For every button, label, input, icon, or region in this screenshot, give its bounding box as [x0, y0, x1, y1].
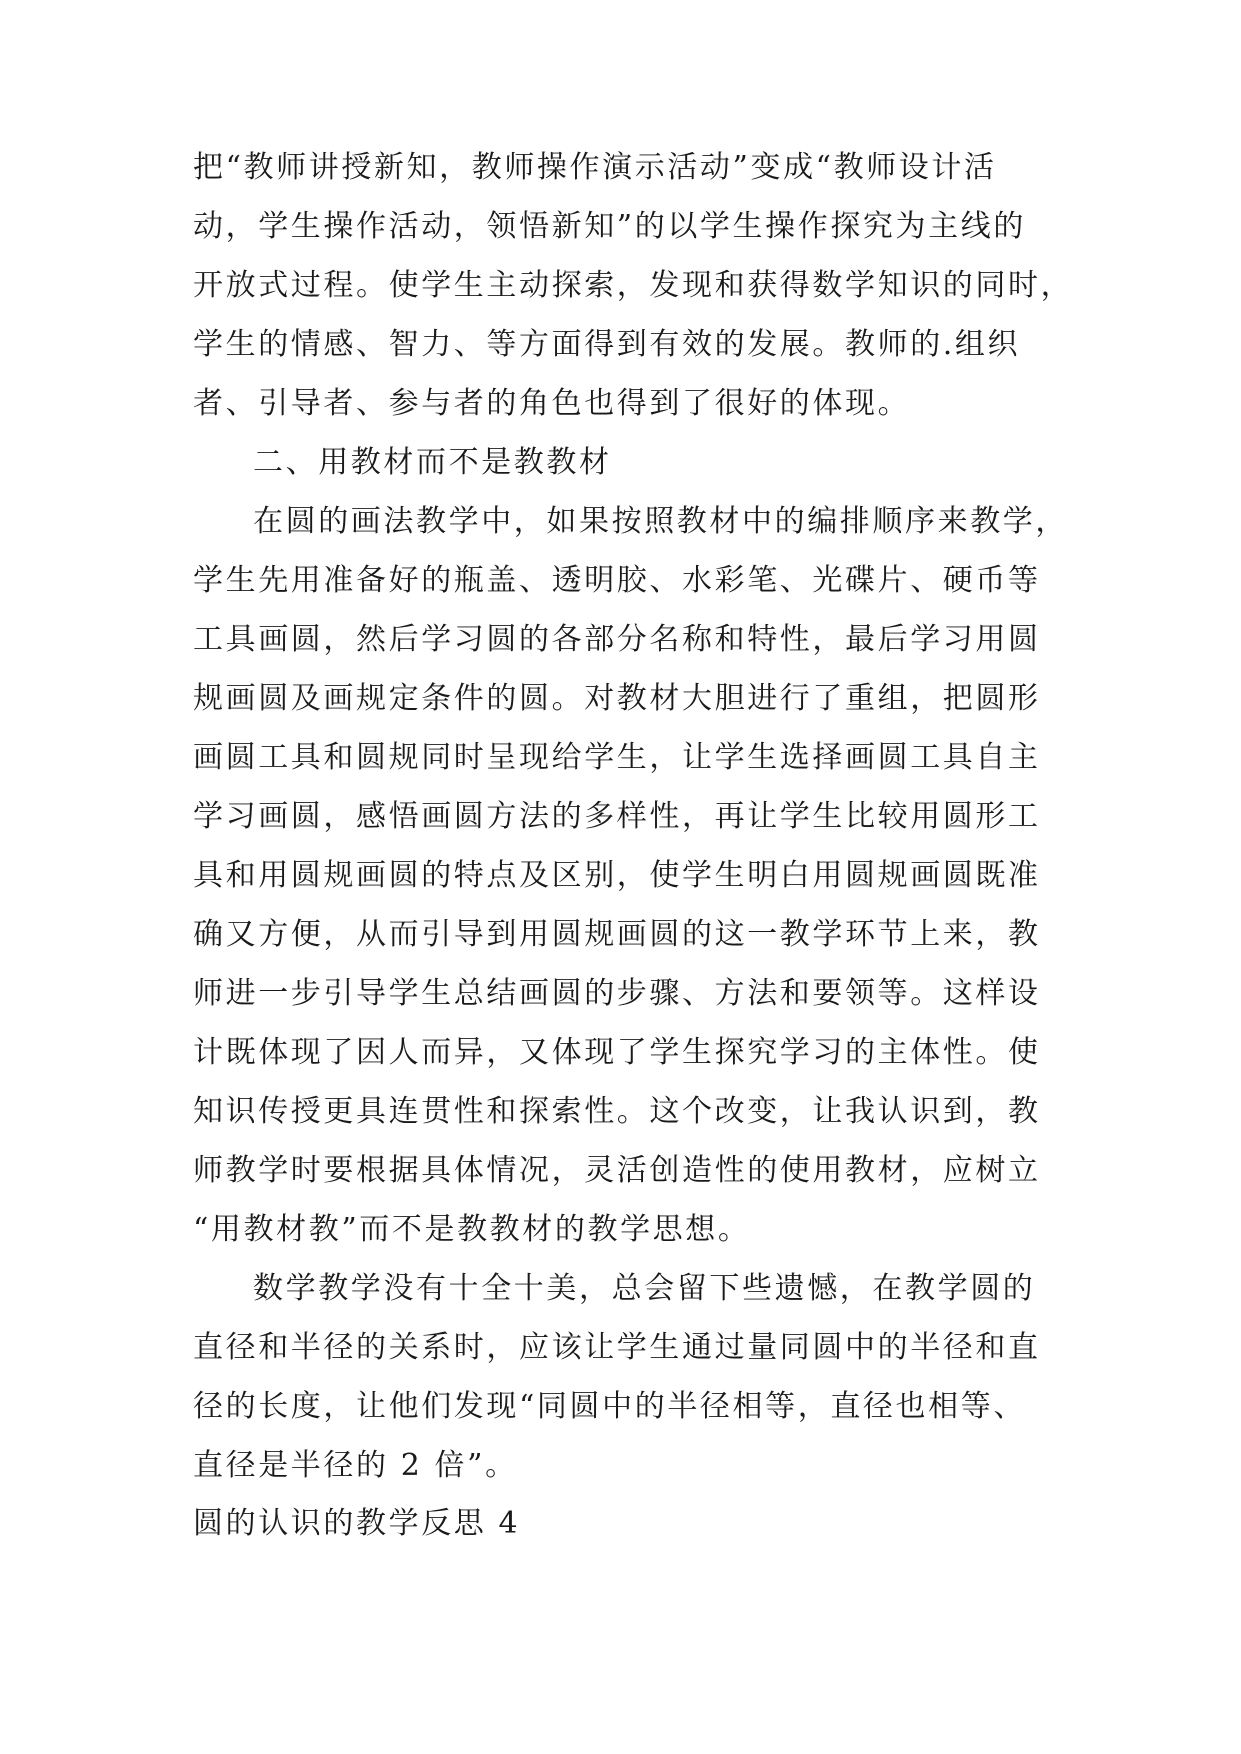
text-line: 具和用圆规画圆的特点及区别，使学生明白用圆规画圆既准 [193, 858, 1041, 893]
text-line: 直径是半径的 2 倍”。 [193, 1448, 518, 1483]
text-line: 画圆工具和圆规同时呈现给学生，让学生选择画圆工具自主 [193, 740, 1041, 775]
text-line: 规画圆及画规定条件的圆。对教材大胆进行了重组，把圆形 [193, 681, 1041, 716]
text-line: 工具画圆，然后学习圆的各部分名称和特性，最后学习用圆 [193, 622, 1041, 657]
text-line: 在圆的画法教学中，如果按照教材中的编排顺序来教学， [253, 504, 1068, 539]
text-line: 学习画圆，感悟画圆方法的多样性，再让学生比较用圆形工 [193, 799, 1041, 834]
text-line: 把“教师讲授新知，教师操作演示活动”变成“教师设计活 [193, 150, 997, 185]
text-line: 学生的情感、智力、等方面得到有效的发展。教师的.组织 [193, 327, 1021, 362]
text-line: “用教材教”而不是教教材的教学思想。 [193, 1212, 751, 1247]
text-line: 师教学时要根据具体情况，灵活创造性的使用教材，应树立 [193, 1153, 1041, 1188]
section-heading: 二、用教材而不是教教材 [253, 445, 612, 480]
text-line: 确又方便，从而引导到用圆规画圆的这一教学环节上来，教 [193, 917, 1041, 952]
text-line: 学生先用准备好的瓶盖、透明胶、水彩笔、光碟片、硬币等 [193, 563, 1041, 598]
document-title: 圆的认识的教学反思 4 [193, 1506, 521, 1541]
text-line: 计既体现了因人而异，又体现了学生探究学习的主体性。使 [193, 1035, 1041, 1070]
text-line: 直径和半径的关系时，应该让学生通过量同圆中的半径和直 [193, 1330, 1041, 1365]
text-line: 开放式过程。使学生主动探索，发现和获得数学知识的同时， [193, 268, 1074, 303]
text-line: 径的长度，让他们发现“同圆中的半径相等，直径也相等、 [193, 1389, 1026, 1424]
text-line: 数学教学没有十全十美，总会留下些遗憾，在教学圆的 [253, 1271, 1036, 1306]
text-line: 师进一步引导学生总结画圆的步骤、方法和要领等。这样设 [193, 976, 1041, 1011]
text-line: 者、引导者、参与者的角色也得到了很好的体现。 [193, 386, 911, 421]
text-line: 动，学生操作活动，领悟新知”的以学生操作探究为主线的 [193, 209, 1026, 244]
text-line: 知识传授更具连贯性和探索性。这个改变，让我认识到，教 [193, 1094, 1041, 1129]
